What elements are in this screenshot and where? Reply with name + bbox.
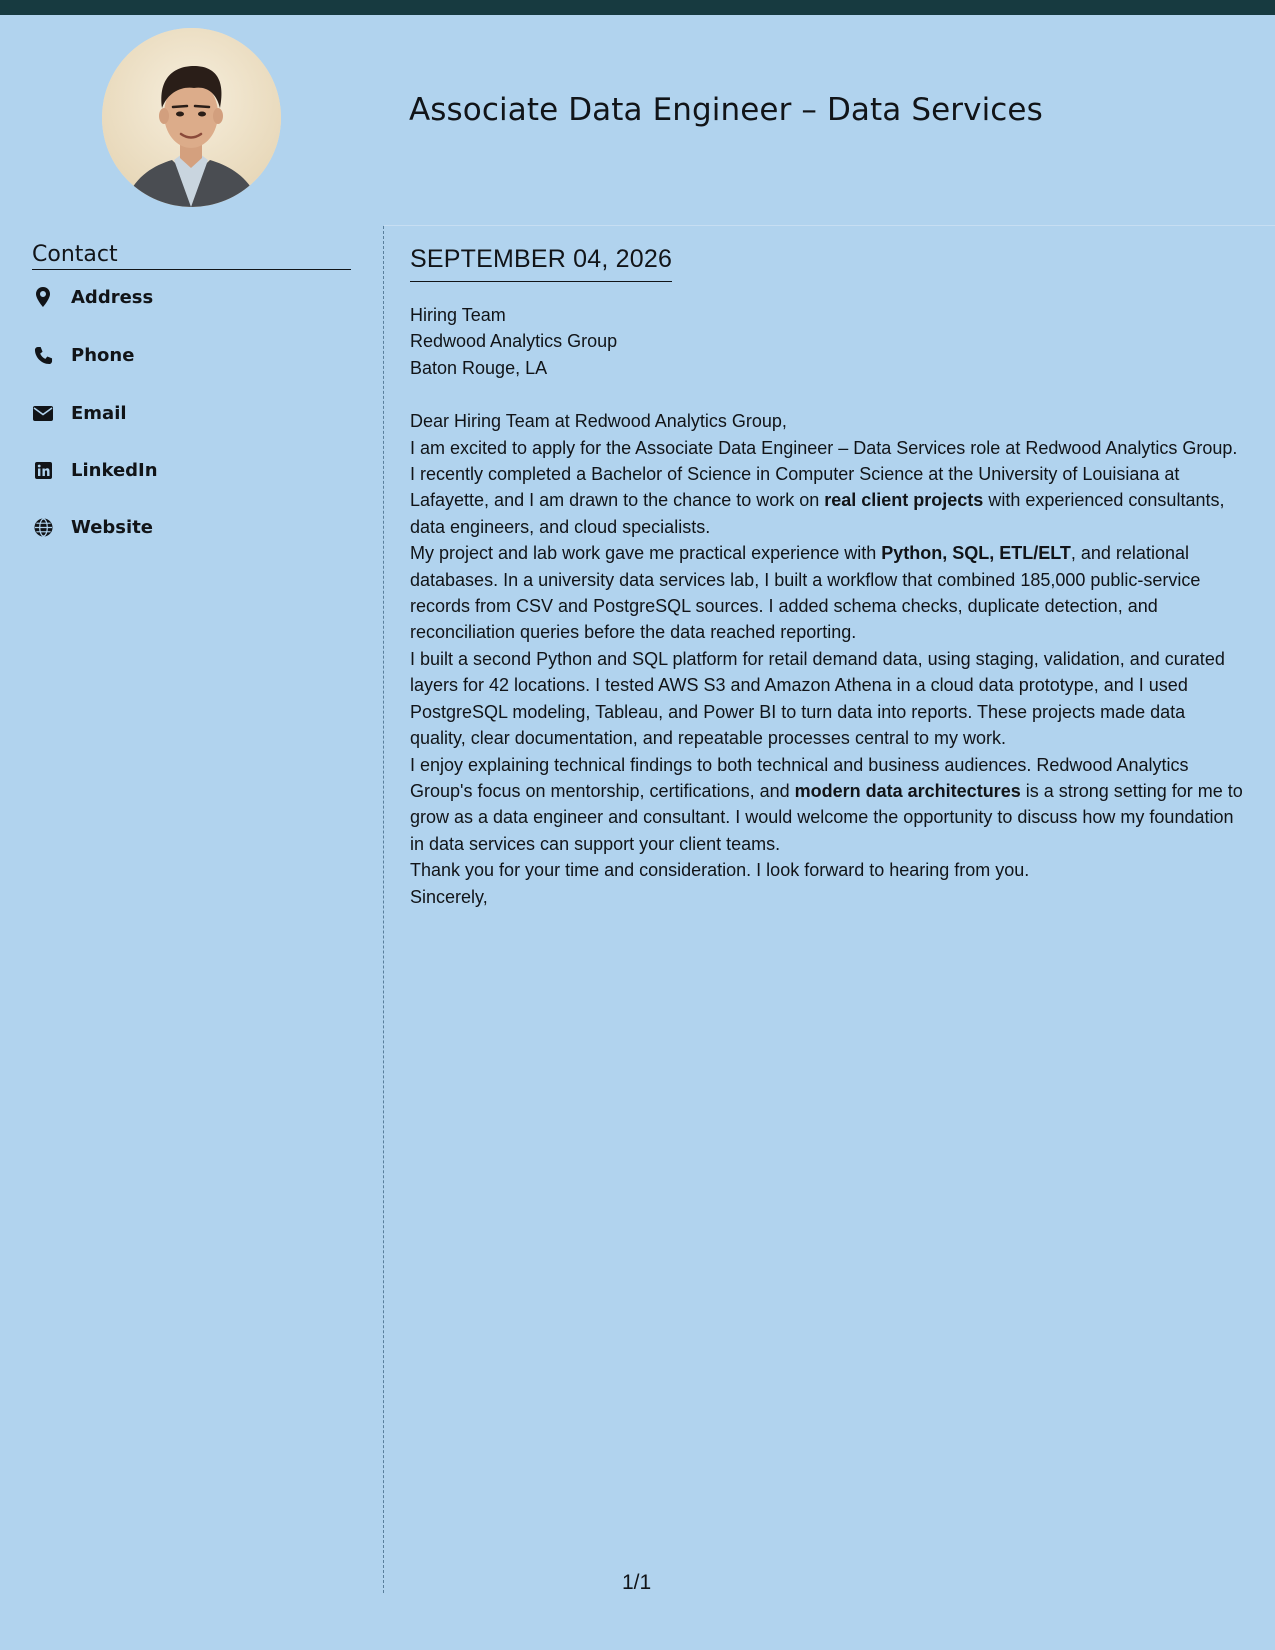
recipient-line: Baton Rouge, LA <box>410 357 548 378</box>
salutation: Dear Hiring Team at Redwood Analytics Group, <box>410 411 787 432</box>
page-number: 1/1 <box>622 1571 652 1594</box>
recipient-line: Hiring Team <box>410 305 506 325</box>
contact-item-email[interactable] <box>32 400 127 426</box>
paragraph-4: I enjoy explaining technical findings to both technical and business audiences. Redwood Analytics Group's focus on mentorship, certifications, and modern data architectures is a strong setting for me to grow as a data engineer and consultant. I would welcome the opportunity to discuss how my foundation in data services can support your client teams. <box>410 754 1243 854</box>
contact-label: LinkedIn <box>71 459 158 481</box>
linkedin-icon <box>32 459 54 481</box>
contact-heading: Contact <box>32 241 351 270</box>
header-divider <box>384 225 1275 226</box>
avatar <box>102 28 281 207</box>
paragraph-1: I am excited to apply for the Associate Data Engineer – Data Services role at Redwood Analytics Group. I recently completed a Bachelor of Science in Computer Science at the University of Louisiana at Lafayette, and I am drawn to the chance to work on real client projects with experienced consultants, data engineers, and cloud specialists. <box>410 437 1238 537</box>
envelope-icon <box>32 402 54 424</box>
paragraph-3: I built a second Python and SQL platform for retail demand data, using staging, validation, and curated layers for 42 locations. I tested AWS S3 and Amazon Athena in a cloud data prototype, and I used PostgreSQL modeling, Tableau, and Power BI to turn data into reports. These projects made data quality, clear documentation, and repeatable processes central to my work. <box>410 648 1225 749</box>
contact-label: Address <box>71 286 154 308</box>
top-bar <box>0 0 1275 15</box>
recipient-address <box>410 302 1245 381</box>
contact-item-website[interactable] <box>32 514 153 540</box>
letter-body <box>410 302 1245 910</box>
letter-date: SEPTEMBER 04, 2026 <box>410 244 672 282</box>
contact-label: Website <box>71 516 154 538</box>
page-title: Associate Data Engineer – Data Services <box>409 92 1043 128</box>
contact-item-address[interactable] <box>32 284 153 310</box>
portrait-photo <box>102 28 281 207</box>
contact-item-phone[interactable] <box>32 342 134 368</box>
contact-label: Email <box>71 402 127 424</box>
map-pin-icon <box>32 286 54 308</box>
globe-icon <box>32 516 54 538</box>
recipient-line: Redwood Analytics Group <box>410 331 618 352</box>
phone-icon <box>32 344 54 366</box>
contact-label: Phone <box>71 344 135 366</box>
paragraph-2: My project and lab work gave me practical experience with Python, SQL, ETL/ELT, and relational databases. In a university data services lab, I built a workflow that combined 185,000 public-service records from CSV and PostgreSQL sources. I added schema checks, duplicate detection, and reconciliation queries before the data reached reporting. <box>410 543 1201 643</box>
closing-thanks: Thank you for your time and consideration. I look forward to hearing from you. <box>410 860 1030 881</box>
contact-item-linkedin[interactable] <box>32 457 158 483</box>
sign-off: Sincerely, <box>410 886 488 907</box>
column-divider <box>383 226 384 1593</box>
